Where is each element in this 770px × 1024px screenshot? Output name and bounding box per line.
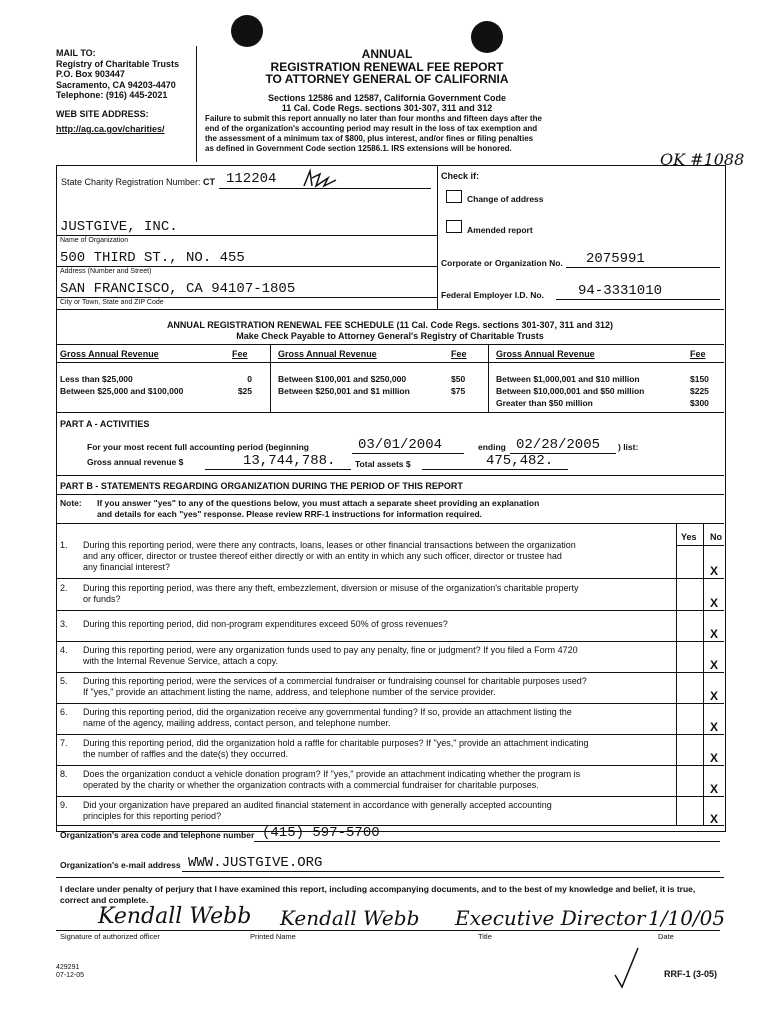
q4-no-mark[interactable]: X <box>710 658 719 672</box>
state-reg-value[interactable]: 112204 <box>226 171 277 187</box>
q1-no-mark[interactable]: X <box>710 564 719 578</box>
declaration-text: I declare under penalty of perjury that I have examined this report, including accompanying documents, and to the best of my knowledge and belief, it is true, correct and complete. <box>60 884 696 905</box>
handwritten-ok-note: OK #1088 <box>660 150 745 169</box>
change-address-label: Change of address <box>467 194 544 204</box>
check-mark <box>612 945 642 995</box>
code-references: Sections 12586 and 12587, California Government Code 11 Cal. Code Regs. sections 301-307, 311 and 312 <box>267 93 507 113</box>
footer-codes: 429291 07-12-05 <box>56 964 85 979</box>
fee-col2-header: Gross Annual Revenue <box>278 349 377 359</box>
website-link[interactable]: http://ag.ca.gov/charities/ <box>56 124 165 134</box>
note-text: If you answer "yes" to any of the questions below, you must attach a separate sheet providing an explanation and details for each "yes" response. Please review RRF-1 instructions for information required. <box>97 498 540 519</box>
address-label: Address (Number and Street) <box>60 268 152 275</box>
fee-col1-fee-header: Fee <box>232 349 248 359</box>
yes-column-header: Yes <box>681 532 697 542</box>
q8-no-mark[interactable]: X <box>710 782 719 796</box>
fee-schedule-subtitle: Make Check Payable to Attorney General's Registry of Charitable Trusts <box>236 331 544 341</box>
amended-report-label: Amended report <box>467 225 533 235</box>
q6-no-mark[interactable]: X <box>710 720 719 734</box>
mail-to-label: MAIL TO: <box>56 48 96 58</box>
gross-revenue[interactable]: 13,744,788. <box>243 453 336 469</box>
q7-no-mark[interactable]: X <box>710 751 719 765</box>
change-address-checkbox[interactable] <box>446 190 462 203</box>
state-reg-label: State Charity Registration Number: <box>61 177 201 187</box>
date-value[interactable]: 1/10/05 <box>648 906 726 930</box>
city-value[interactable]: SAN FRANCISCO, CA 94107-1805 <box>60 281 296 297</box>
corp-no-label: Corporate or Organization No. <box>441 258 563 268</box>
fee-row: Between $1,000,001 and $10 million Between $10,000,001 and $50 million Greater than $50 million <box>496 374 645 408</box>
mail-line: Telephone: (916) 445-2021 <box>56 90 168 100</box>
city-label: City or Town, State and ZIP Code <box>60 299 164 306</box>
amended-report-checkbox[interactable] <box>446 220 462 233</box>
website-label: WEB SITE ADDRESS: <box>56 108 149 119</box>
part-a-title: PART A - ACTIVITIES <box>60 419 150 429</box>
date-label: Date <box>658 932 674 941</box>
fee-amounts: 0 $25 <box>237 374 252 396</box>
phone-value[interactable]: (415) 597-5700 <box>262 825 380 841</box>
ending-label: ending <box>478 442 506 452</box>
revenue-label: Gross annual revenue $ <box>87 457 184 467</box>
address-value[interactable]: 500 THIRD ST., NO. 455 <box>60 250 245 266</box>
fee-col3-fee-header: Fee <box>690 349 706 359</box>
fee-col2-fee-header: Fee <box>451 349 467 359</box>
fein-value[interactable]: 94-3331010 <box>578 283 663 299</box>
note-label: Note: <box>60 498 82 508</box>
fee-row: Between $100,001 and $250,000 Between $250,001 and $1 million <box>278 374 410 396</box>
email-label: Organization's e-mail address <box>60 860 181 870</box>
fee-col1-header: Gross Annual Revenue <box>60 349 159 359</box>
assets-label: Total assets $ <box>355 459 411 469</box>
mail-line: Sacramento, CA 94203-4470 <box>56 79 176 90</box>
fee-amounts: $150 $225 $300 <box>690 374 709 408</box>
fee-row: Less than $25,000 Between $25,000 and $100,000 <box>60 374 184 396</box>
fee-col3-header: Gross Annual Revenue <box>496 349 595 359</box>
title-label: Title <box>478 932 492 941</box>
org-name-value[interactable]: JUSTGIVE, INC. <box>60 219 178 235</box>
q9-no-mark[interactable]: X <box>710 812 719 826</box>
signature[interactable]: Kendall Webb <box>98 904 252 929</box>
mail-to-block <box>56 48 179 135</box>
list-label: ) list: <box>618 442 639 452</box>
punch-hole-left <box>231 15 263 47</box>
q3-no-mark[interactable]: X <box>710 627 719 641</box>
form-title: ANNUAL REGISTRATION RENEWAL FEE REPORT TO ATTORNEY GENERAL OF CALIFORNIA <box>265 47 509 86</box>
state-reg-prefix: CT <box>203 177 215 187</box>
check-if-label: Check if: <box>441 171 480 181</box>
phone-label: Organization's area code and telephone number <box>60 830 255 840</box>
mail-line: P.O. Box 903447 <box>56 69 125 79</box>
fein-label: Federal Employer I.D. No. <box>441 290 544 300</box>
printed-name-value[interactable]: Kendall Webb <box>280 906 420 930</box>
corp-no-value[interactable]: 2075991 <box>586 251 645 267</box>
total-assets[interactable]: 475,482. <box>486 453 554 469</box>
period-begin[interactable]: 03/01/2004 <box>358 437 443 453</box>
fee-schedule-title: ANNUAL REGISTRATION RENEWAL FEE SCHEDULE (11 Cal. Code Regs. sections 301-307, 311 and 312) <box>166 320 614 330</box>
title-value[interactable]: Executive Director <box>455 906 646 930</box>
org-name-label: Name of Organization <box>60 237 129 244</box>
fee-amounts: $50 $75 <box>451 374 466 396</box>
initials-scribble <box>300 168 340 190</box>
filing-warning: Failure to submit this report annually no later than four months and fifteen days after the end of the organization's accounting period may result in the loss of tax exemption and the assessment of a minimum tax of $800, plus interest, and/or fines or filing penalties as defined in Government Code section 12586.1. IRS extensions will be honored. <box>205 114 542 153</box>
part-b-title: PART B - STATEMENTS REGARDING ORGANIZATION DURING THE PERIOD OF THIS REPORT <box>60 481 463 491</box>
printed-name-label: Printed Name <box>250 932 296 941</box>
form-id: RRF-1 (3-05) <box>664 969 718 979</box>
email-value[interactable]: WWW.JUSTGIVE.ORG <box>188 855 323 871</box>
mail-line: Registry of Charitable Trusts <box>56 58 180 69</box>
q2-no-mark[interactable]: X <box>710 596 719 610</box>
period-label: For your most recent full accounting period (beginning <box>87 442 309 452</box>
header-divider <box>196 46 197 162</box>
no-column-header: No <box>710 532 722 542</box>
period-end[interactable]: 02/28/2005 <box>516 437 601 453</box>
signature-label: Signature of authorized officer <box>60 932 160 941</box>
q5-no-mark[interactable]: X <box>710 689 719 703</box>
